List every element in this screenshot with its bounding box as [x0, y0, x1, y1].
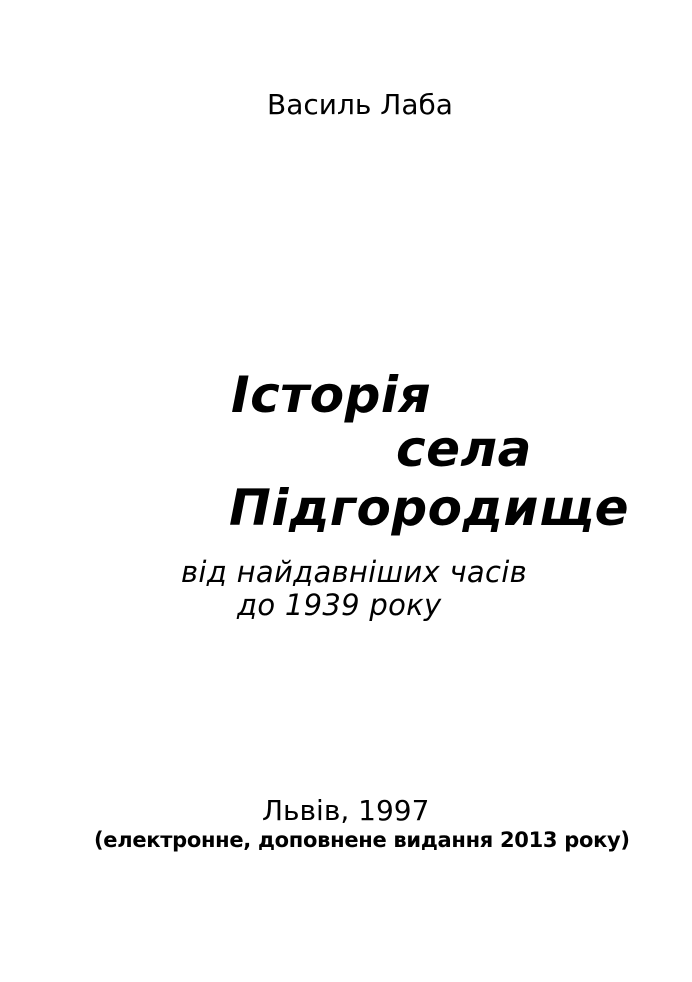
book-title-line-3: Підгородище: [229, 479, 630, 537]
edition-note: (електронне, доповнене видання 2013 року): [94, 828, 630, 852]
book-title-line-1: Історія: [231, 366, 432, 424]
author-name: Василь Лаба: [267, 88, 453, 121]
subtitle-line-1: від найдавніших часів: [181, 555, 527, 589]
book-title-line-2: села: [396, 420, 532, 478]
imprint-place-year: Львів, 1997: [262, 794, 430, 827]
subtitle-line-2: до 1939 року: [237, 588, 442, 622]
